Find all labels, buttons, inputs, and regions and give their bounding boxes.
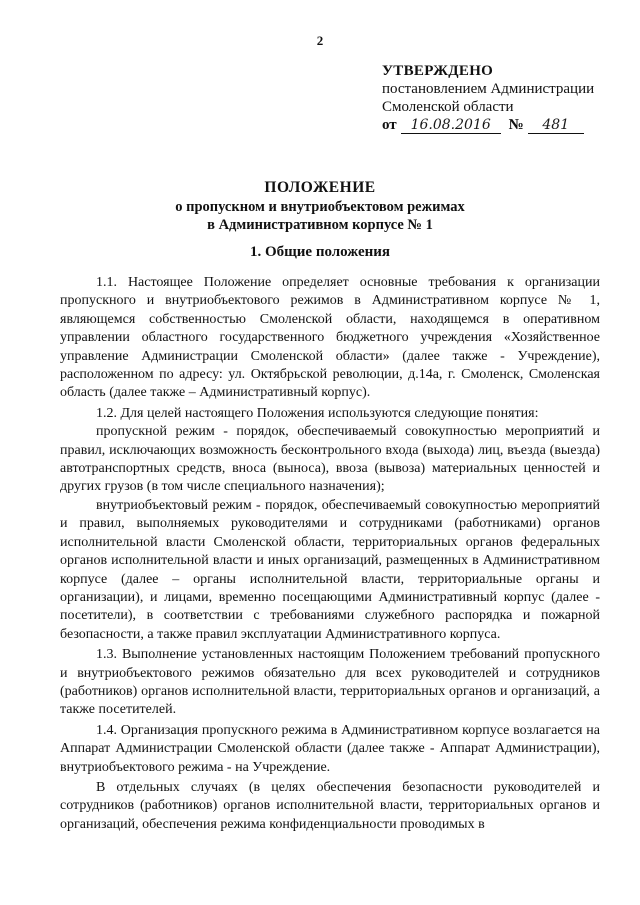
paragraph-definition-internal-mode: внутриобъектовый режим - порядок, обеспечиваемый совокупностью мероприятий и правил, выполняемых руководителями и сотрудниками (работниками) органов исполнительной власти Смоленской области, территориальных органов федеральных органов исполнительной власти и иных организаций, размещенных в Административном корпусе (далее – органы исполнительной власти, территориальные органы и организации), и лицами, временно посещающими Административный корпус (далее - посетители), в соответствии с требованиями служебного распорядка и пожарной безопасности, а также правил эксплуатации Административного корпуса. — [60, 497, 600, 642]
handwritten-number: 481 — [528, 117, 584, 134]
document-title-block — [0, 179, 640, 234]
paragraph-definition-access-mode: пропускной режим - порядок, обеспечиваемый совокупностью мероприятий и правил, исключающих возможность бесконтрольного входа (выхода) лиц, въезда (выезда) автотранспортных средств, вноса (выноса), ввоза (вывоза) материальных ценностей и других грузов (в том числе специального назначения); — [60, 424, 600, 495]
paragraph-1-1: 1.1. Настоящее Положение определяет основные требования к организации пропускного и внутриобъектового режимов в Административном корпусе № 1, являющемся собственностью Смоленской области, находящемся в оперативном управлении областного государственного бюджетного учреждения «Хозяйственное управление Администрации Смоленской области» (далее также - Учреждение), расположенном по адресу: ул. Октябрьской революции, д.14а, г. Смоленск, Смоленская область (далее также – Административный корпус). — [60, 275, 600, 401]
document-subtitle-line-2: в Административном корпусе № 1 — [207, 217, 433, 233]
approval-line-1: постановлением Администрации — [382, 81, 595, 97]
page-number: 2 — [316, 33, 324, 48]
approval-date-number-line — [382, 116, 594, 134]
date-prefix: от — [382, 117, 397, 133]
document-body — [60, 274, 600, 836]
section-heading: 1. Общие положения — [249, 244, 391, 260]
paragraph-special-cases: В отдельных случаях (в целях обеспечения безопасности руководителей и сотрудников (работников) органов исполнительной власти, территориальных органов и организаций, обеспечения режима конфиденциальности проводимых в — [60, 779, 600, 832]
number-label: № — [508, 117, 524, 133]
approval-stamp — [382, 62, 594, 134]
paragraph-1-4: 1.4. Организация пропускного режима в Административном корпусе возлагается на Аппарат Администрации Смоленской области (далее также - Аппарат Администрации), внутриобъектового режима - на Учреждение. — [60, 722, 600, 775]
handwritten-date: 16.08.2016 — [401, 117, 501, 134]
document-title: ПОЛОЖЕНИЕ — [264, 179, 376, 196]
paragraph-1-3: 1.3. Выполнение установленных настоящим Положением требований пропускного и внутриобъектового режимов обязательно для всех руководителей и сотрудников (работников) органов исполнительной власти, территориальных органов и организаций, а также посетителей. — [60, 647, 600, 718]
document-subtitle-line-1: о пропускном и внутриобъектовом режимах — [175, 199, 465, 215]
paragraph-1-2: 1.2. Для целей настоящего Положения используются следующие понятия: — [96, 405, 539, 421]
approval-line-2: Смоленской области — [382, 99, 514, 115]
approval-heading: УТВЕРЖДЕНО — [382, 63, 494, 79]
